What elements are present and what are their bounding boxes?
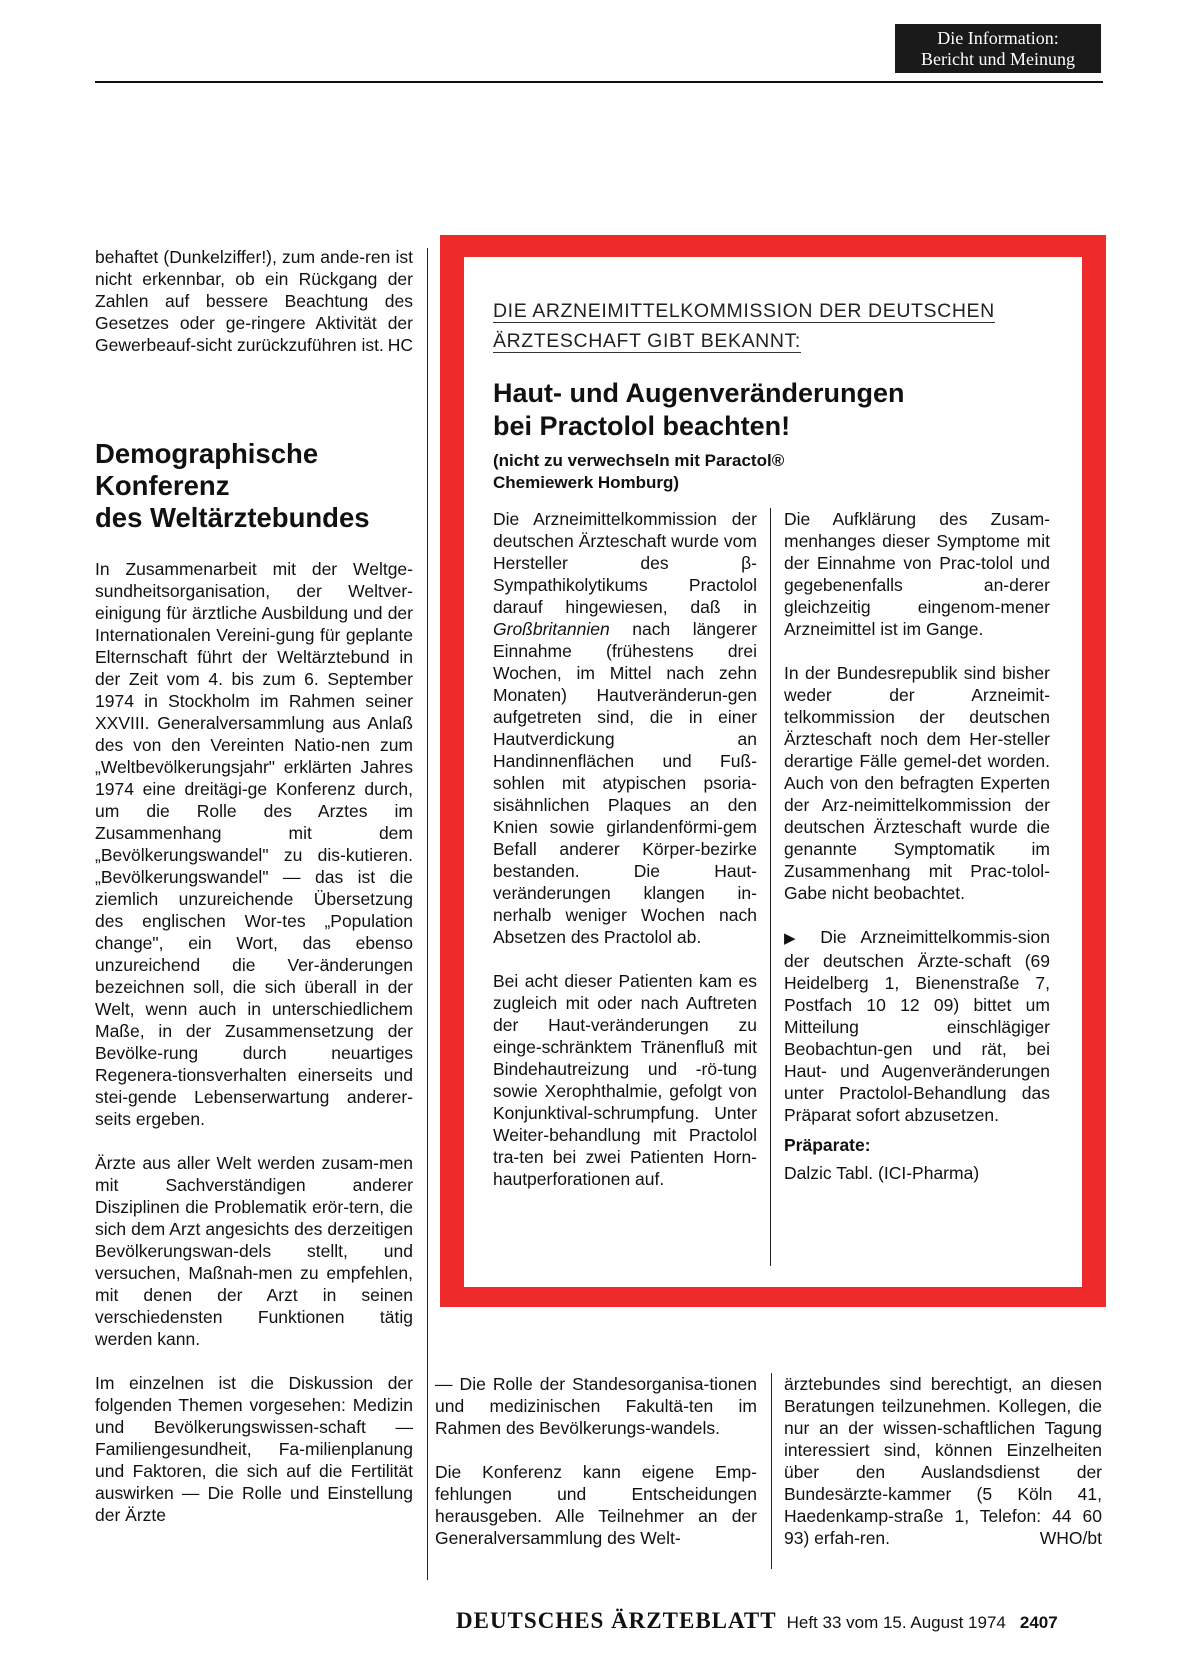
notice-subtitle-line1: (nicht zu verwechseln mit Paractol®	[493, 451, 785, 470]
left-paragraph-1: In Zusammenarbeit mit der Weltge-sundheitsorganisation, der Weltver-einigung für ärztliche Ausbildung und der Internationalen Vereini-gung für geplante Elternschaft führt der Weltärztebund in der Zeit vom 4. bis zum 6. September 1974 in Stockholm im Rahmen seiner XXVIII. Generalversammlung aus Anlaß des von den Vereinten Natio-nen zum „Weltbevölkerungsjahr" erklärten Jahres 1974 eine dreitägi-ge Konferenz durch, um die Rolle des Arztes im Zusammenhang mit dem „Bevölkerungswandel" zu dis-kutieren. „Bevölkerungswandel" — das ist die ziemlich unzureichende Übersetzung des englischen Wor-tes „Population change", ein Wort, das ebenso unzureichend die Ver-änderungen bezeichnen soll, die sich überall in der Welt, wenn auch in unterschiedlichem Maße, in der Zusammensetzung der Bevölke-rung durch neuartiges Regenera-tionsverhalten einerseits und stei-gende Lebenserwartung anderer-seits ergeben.	[95, 559, 413, 1129]
bottom-col2-paragraph-1: ärztebundes sind berechtigt, an diesen Beratungen teilzunehmen. Kollegen, die nur an der wissen-schaftlichen Tagung interessiert sind, können Einzelheiten über den Auslandsdienst der Bundesärzte-kammer (5 Köln 41, Haedenkamp-straße 1, Telefon: 44 60 93) erfah-ren.	[784, 1374, 1102, 1548]
notice-kommission-line1: DIE ARZNEIMITTELKOMMISSION DER DEUTSCHEN	[493, 300, 995, 322]
header-rule	[95, 81, 1103, 83]
notice-column-1	[493, 508, 757, 1190]
article-heading-line1: Demographische	[95, 438, 319, 469]
section-header-line1: Die Information:	[937, 28, 1059, 48]
section-header-badge	[895, 24, 1101, 73]
bottom-col1-paragraph-1: — Die Rolle der Standesorganisa-tionen und medizinischen Fakultä-ten im Rahmen des Bevölkerungs-wandels.	[435, 1374, 757, 1438]
notice-title	[493, 377, 1053, 443]
footer-magazine-title: DEUTSCHES ÄRZTEBLATT	[456, 1608, 777, 1633]
bottom-column-1	[435, 1373, 757, 1549]
notice-subtitle	[493, 450, 1053, 494]
article-heading-line2: Konferenz	[95, 470, 230, 501]
notice-col2-paragraph-2: In der Bundesrepublik sind bisher weder der Arzneimit-telkommission der deutschen Ärzteschaft noch dem Her-steller derartige Fälle gemel-det worden. Auch von den befragten Experten der Arz-neimittelkommission der deutschen Ärzteschaft wurde die genannte Symptomatik im Zusammenhang mit Prac-tolol-Gabe nicht beobachtet.	[784, 663, 1050, 903]
column-divider-left	[427, 248, 428, 1580]
notice-title-line2: bei Practolol beachten!	[493, 411, 791, 441]
notice-prep-value: Dalzic Tabl. (ICI-Pharma)	[784, 1163, 980, 1183]
left-intro-text: behaftet (Dunkelziffer!), zum ande-ren ist nicht erkennbar, ob ein Rückgang der Zahlen auf bessere Beachtung des Gesetzes oder ge-ringere Aktivität der Gewerbeauf-sicht zurückzuführen ist.	[95, 247, 413, 355]
notice-column-2	[784, 508, 1050, 1184]
notice-kommission-label	[493, 296, 1033, 356]
notice-col1-p1-text-a: Die Arzneimittelkommission der deutschen Ärzteschaft wurde vom Hersteller des β-Sympathikolytikums Practolol darauf hingewiesen, daß in	[493, 509, 757, 617]
bottom-col1-paragraph-2: Die Konferenz kann eigene Emp-fehlungen und Entscheidungen herausgeben. Alle Teilnehmer an der Generalversammlung des Welt-	[435, 1462, 757, 1548]
notice-col1-p1-text-b: nach längerer Einnahme (frühestens drei Wochen, im Mittel nach zehn Monaten) Hautveränderun-gen aufgetreten sind, die in einer Hautverdickung an Handinnenflächen und Fuß-sohlen mit atypischen psoria-sisähnlichen Plaques an den Knien sowie girlandenförmi-gem Befall anderer Körper-bezirke bestanden. Die Haut-veränderungen klangen in-nerhalb weniger Wochen nach Absetzen des Practolol ab.	[493, 619, 757, 947]
notice-col2-p3-text: Die Arzneimittelkommis-sion der deutschen Ärzte-schaft (69 Heidelberg 1, Bienenstraße 7, Postfach 10 12 09) bittet um Mitteilung einschlägiger Beobachtun-gen und rät, bei Haut- und Augenveränderungen unter Practolol-Behandlung das Präparat sofort abzusetzen.	[784, 927, 1050, 1125]
footer-issue: Heft 33 vom 15. August 1974	[786, 1613, 1006, 1632]
notice-subtitle-line2: Chemiewerk Homburg)	[493, 473, 680, 492]
left-paragraph-2: Ärzte aus aller Welt werden zusam-men mit Sachverständigen anderer Disziplinen die Problematik erör-tern, die sich dem Arzt angesichts des derzeitigen Bevölkerungswan-dels stellt, und versuchen, Maßnah-men zu empfehlen, mit denen der Arzt in seinen verschiedensten Funktionen tätig werden kann.	[95, 1153, 413, 1349]
notice-prep-label: Präparate:	[784, 1135, 871, 1155]
notice-title-line1: Haut- und Augenveränderungen	[493, 378, 905, 408]
article-heading	[95, 438, 425, 534]
notice-column-divider	[770, 508, 771, 1266]
notice-col2-paragraph-3	[784, 926, 1050, 1126]
bottom-col2-signature: WHO/bt	[1039, 1528, 1102, 1548]
notice-col2-paragraph-1: Die Aufklärung des Zusam-menhanges dieser Symptome mit der Einnahme von Prac-tolol und gegebenenfalls an-derer gleichzeitig eingenom-mener Arzneimittel ist im Gange.	[784, 509, 1050, 639]
notice-col1-paragraph-1	[493, 508, 757, 948]
bottom-column-2	[784, 1373, 1102, 1549]
footer-page-number: 2407	[1019, 1613, 1058, 1632]
page-footer	[456, 1608, 1058, 1634]
arrow-right-icon: ▶	[784, 930, 806, 947]
bottom-column-divider	[771, 1373, 772, 1569]
left-intro-signature: HC	[387, 335, 413, 355]
left-body	[95, 558, 413, 1526]
notice-col1-p1-italic: Großbritannien	[493, 619, 610, 639]
notice-col1-paragraph-2: Bei acht dieser Patienten kam es zugleich mit oder nach Auftreten der Haut-veränderungen zu einge-schränktem Tränenfluß mit Bindehautreizung und -rö-tung sowie Xerophthalmie, gefolgt von Konjunktival-schrumpfung. Unter Weiter-behandlung mit Practolol tra-ten bei zwei Patienten Horn-hautperforationen auf.	[493, 971, 757, 1189]
left-paragraph-3: Im einzelnen ist die Diskussion der folgenden Themen vorgesehen: Medizin und Bevölkerungswissen-schaft — Familiengesundheit, Fa-milienplanung und Faktoren, die sich auf die Fertilität auswirken — Die Rolle und Einstellung der Ärzte	[95, 1373, 413, 1525]
section-header-line2: Bericht und Meinung	[921, 49, 1075, 69]
left-intro-block	[95, 246, 413, 356]
article-heading-line3: des Weltärztebundes	[95, 502, 370, 533]
notice-kommission-line2: ÄRZTESCHAFT GIBT BEKANNT:	[493, 330, 801, 352]
